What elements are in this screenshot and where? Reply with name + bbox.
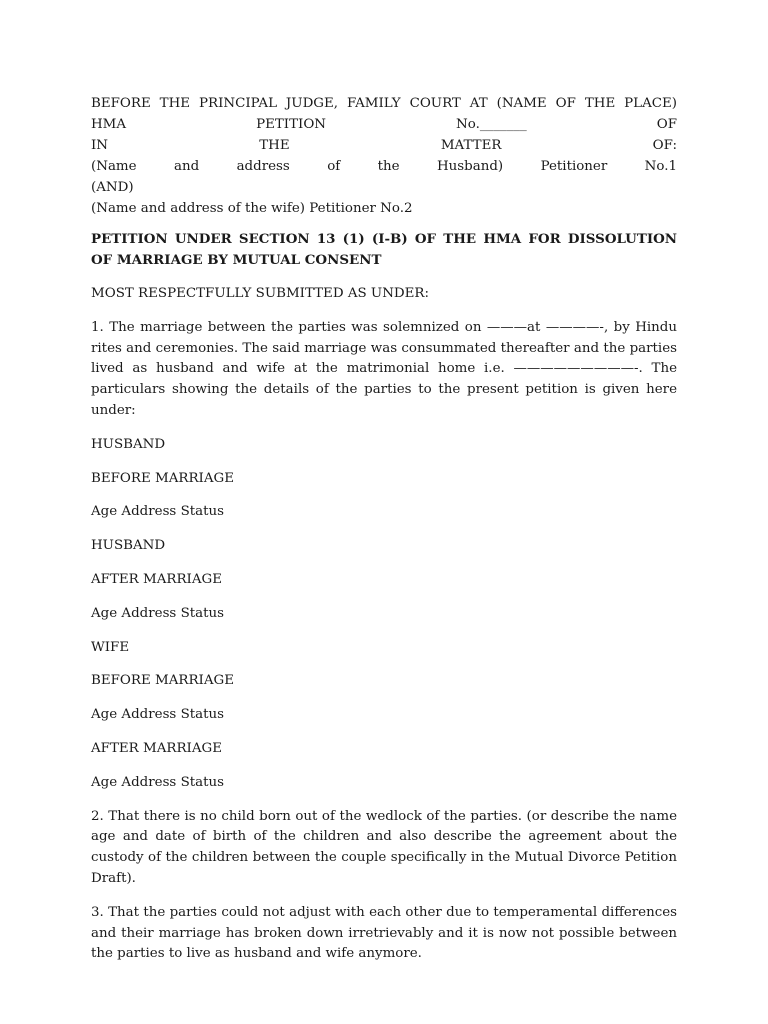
detail-age-address-status: Age Address Status — [91, 774, 224, 790]
document-content — [91, 93, 677, 965]
detail-after-marriage: AFTER MARRIAGE — [91, 571, 222, 587]
paragraph-3: 3. That the parties could not adjust with each other due to temperamental differences and their marriage has broken down irretrievably and it is now not possible between the parties to live as husband and wife anymore. — [91, 904, 677, 962]
detail-age-address-status: Age Address Status — [91, 605, 224, 621]
detail-age-address-status: Age Address Status — [91, 504, 224, 520]
petition-title: PETITION UNDER SECTION 13 (1) (I-B) OF THE HMA FOR DISSOLUTION OF MARRIAGE BY MUTUAL CONSENT — [91, 231, 677, 268]
detail-husband-heading: HUSBAND — [91, 436, 166, 452]
detail-wife-heading: WIFE — [91, 639, 130, 655]
and-line: (AND) — [91, 180, 134, 195]
in-the-matter-line: IN THE MATTER OF: — [91, 138, 677, 153]
detail-before-marriage: BEFORE MARRIAGE — [91, 470, 234, 486]
court-heading: BEFORE THE PRINCIPAL JUDGE, FAMILY COURT AT (NAME OF THE PLACE) — [91, 96, 677, 111]
detail-after-marriage: AFTER MARRIAGE — [91, 740, 222, 756]
paragraph-1: 1. The marriage between the parties was solemnized on ———at ————-, by Hindu rites and ceremonies. The said marriage was consummated thereafter and the parties lived as husband and wife at the matrimonial home i.e. —————————-. The particulars showing the details of the parties to the present petition is given here under: — [91, 319, 677, 418]
intro-line: MOST RESPECTFULLY SUBMITTED AS UNDER: — [91, 286, 430, 301]
petition-number-line: HMA PETITION No._______ OF — [91, 117, 677, 132]
detail-husband-heading: HUSBAND — [91, 538, 166, 554]
paragraph-2: 2. That there is no child born out of the wedlock of the parties. (or describe the name age and date of birth of the children and also describe the agreement about the custody of the children between the couple specifically in the Mutual Divorce Petition Draft). — [91, 808, 677, 886]
petitioner-2-line: (Name and address of the wife) Petitioner No.2 — [91, 201, 413, 216]
petitioner-1-line: (Name and address of the Husband) Petitioner No.1 — [91, 159, 677, 174]
detail-before-marriage: BEFORE MARRIAGE — [91, 673, 234, 689]
detail-age-address-status: Age Address Status — [91, 707, 224, 723]
